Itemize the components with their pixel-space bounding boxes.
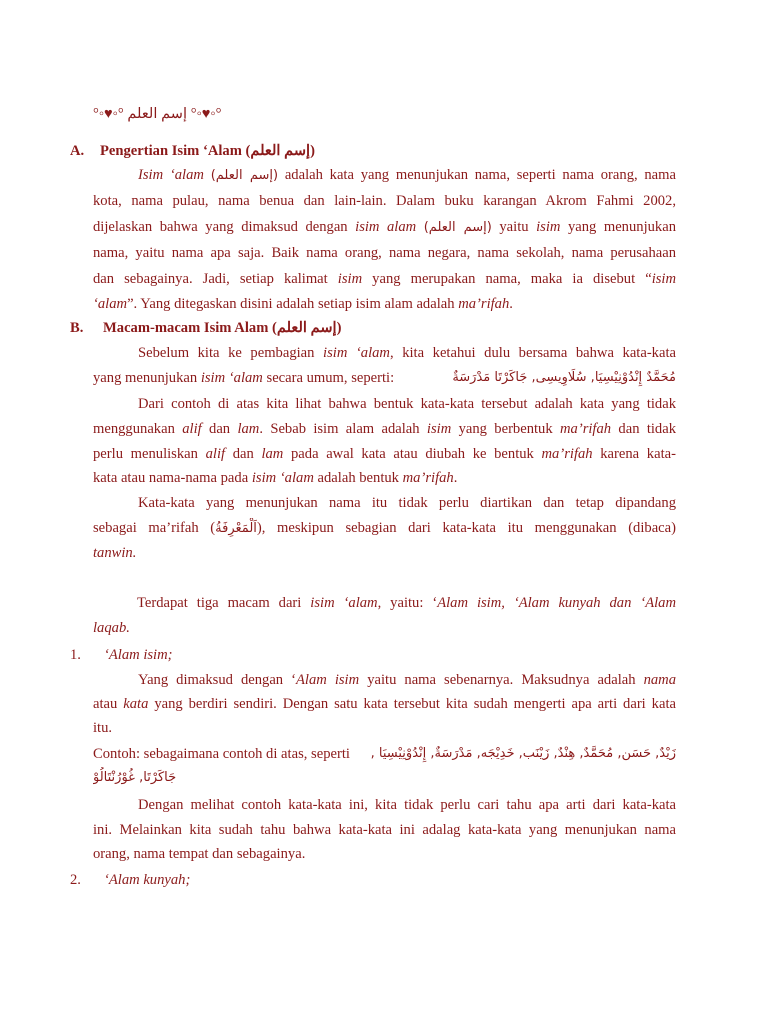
- term: Alam isim: [295, 672, 360, 688]
- term: alif: [205, 446, 226, 462]
- text: yaitu: [499, 219, 529, 235]
- text: yang menunjukan: [567, 219, 676, 235]
- section-b-p2-line-3: [93, 444, 676, 464]
- term: alif: [182, 421, 202, 437]
- term: isim: [536, 219, 561, 235]
- text: ”. Yang ditegaskan disini adalah setiap isim alam adalah: [127, 296, 455, 312]
- text: .: [509, 296, 513, 312]
- text: yang berdiri sendiri. Dengan satu kata tersebut kita sudah mengerti apa arti dari kata: [154, 696, 676, 712]
- text: . Sebab isim alam adalah: [259, 421, 420, 437]
- section-b-p2-line-2: [93, 419, 676, 439]
- term: lam: [261, 446, 284, 462]
- section-a-line-1: [138, 165, 676, 185]
- term: isim alam: [355, 219, 417, 235]
- item-1-heading: ‘Alam isim;: [104, 647, 173, 663]
- section-b-p2-line-1: Dari contoh di atas kita lihat bahwa bentuk kata-kata tersebut adalah kata yang tidak: [138, 396, 676, 412]
- term: lam: [237, 421, 260, 437]
- term: isim ‘alam: [310, 595, 378, 611]
- text: Contoh: sebagaimana contoh di atas, seperti: [93, 746, 350, 762]
- text: Sebelum kita ke pembagian: [138, 345, 315, 361]
- section-a-heading: Pengertian Isim ‘Alam (إسم العلم): [100, 143, 315, 159]
- term: Isim ‘alam: [138, 167, 204, 183]
- item-1-line-6: Dengan melihat contoh kata-kata ini, kita tidak perlu cari tahu apa arti dari kata-kata: [138, 797, 676, 813]
- term: isim ‘alam: [323, 345, 390, 361]
- item-2-number: 2.: [70, 872, 81, 888]
- item-1-line-1: [138, 670, 676, 690]
- text: dan sebagainya. Jadi, setiap kalimat: [93, 271, 328, 287]
- text: Terdapat tiga macam dari: [137, 595, 302, 611]
- section-b-p4-line-1: [137, 593, 676, 613]
- term: kata: [123, 696, 149, 712]
- section-a-line-6: [93, 294, 676, 314]
- term: isim: [337, 271, 363, 287]
- section-a-line-2: kota, nama pulau, nama benua dan lain-lain. Dalam buku karangan Akrom Fahmi 2002,: [93, 193, 676, 209]
- text: adalah kata yang menunjukan nama, seperti nama orang, nama: [284, 167, 676, 183]
- text: perlu menuliskan: [93, 446, 198, 462]
- section-a-line-5: [93, 269, 676, 289]
- text: dan tidak: [618, 421, 676, 437]
- section-b-p1-line-2: [93, 368, 676, 388]
- text: adalah bentuk: [317, 470, 399, 486]
- section-b-heading: Macam-macam Isim Alam (إسم العلم): [103, 320, 342, 336]
- term: ma’rifah: [541, 446, 593, 462]
- item-1-line-8: orang, nama tempat dan sebagainya.: [93, 846, 306, 862]
- term: ma’rifah: [402, 470, 454, 486]
- arabic-term: اَلْمَعْرِفَةُ: [215, 521, 257, 536]
- arabic-examples: مُحَمَّدٌ إِنْدُوْنِيْسِيَا, سُلَاوِيسِى, جَاكَرْتَا مَدْرَسَةٌ: [452, 370, 676, 385]
- text: pada awal kata atau diubah ke bentuk: [291, 446, 534, 462]
- text: secara umum, seperti:: [266, 370, 395, 386]
- section-b-p4-line-2: laqab.: [93, 620, 130, 636]
- item-1-line-7: ini. Melainkan kita sudah tahu bahwa kata-kata ini adalag kata-kata yang menunjukan nama: [93, 822, 676, 838]
- text: yang merupakan nama, maka ia disebut “: [372, 271, 652, 287]
- section-b-p2-line-4: [93, 468, 676, 488]
- item-1-line-5: [93, 767, 676, 788]
- arabic-term: (إسم العلم): [423, 220, 492, 235]
- term: nama: [643, 672, 676, 688]
- item-1-number: 1.: [70, 647, 81, 663]
- text: , yaitu: ‘: [377, 595, 438, 611]
- item-1-line-3: itu.: [93, 720, 113, 736]
- text: yaitu nama sebenarnya. Maksudnya adalah: [367, 672, 636, 688]
- section-a-line-3: [93, 217, 676, 237]
- term: ma’rifah: [560, 421, 612, 437]
- section-b-p1-line-1: [138, 343, 676, 363]
- text: dan: [232, 446, 254, 462]
- item-2-heading: ‘Alam kunyah;: [104, 872, 191, 888]
- text: yang berbentuk: [458, 421, 553, 437]
- text: atau: [93, 696, 118, 712]
- term: isim ‘alam: [200, 370, 263, 386]
- section-b-p3-line-1: Kata-kata yang menunjukan nama itu tidak perlu diartikan dan tetap dipandang: [138, 495, 676, 511]
- text: Yang dimaksud dengan ‘: [138, 672, 296, 688]
- section-b-letter: B.: [70, 320, 84, 336]
- text: .: [453, 470, 458, 486]
- text: menggunakan: [93, 421, 175, 437]
- text: kata atau nama-nama pada: [93, 470, 249, 486]
- term: ‘alam: [93, 296, 128, 312]
- text: yang menunjukan: [93, 370, 198, 386]
- section-b-p3-line-3: tanwin.: [93, 545, 137, 561]
- item-1-line-2: [93, 694, 676, 714]
- term: ma’rifah: [458, 296, 510, 312]
- term: isim: [651, 271, 676, 287]
- term: isim ‘alam: [251, 470, 314, 486]
- text: dijelaskan bahwa yang dimaksud dengan: [93, 219, 348, 235]
- text: ), meskipun sebagian dari kata-kata itu menggunakan (dibaca): [256, 520, 676, 536]
- arabic-examples: زَيْدٌ, حَسَن, مُحَمَّدٌ, هِنْدٌ, زَيْنَب, خَدِيْجَه, مَدْرَسَةٌ, إِنْدُوْنِيْسِيَا ,: [370, 746, 676, 761]
- document-title: °◦♥◦° إسم العلم °◦♥◦°: [93, 106, 222, 122]
- term: isim: [426, 421, 452, 437]
- text: , kita ketahui dulu bersama bahwa kata-kata: [389, 345, 676, 361]
- section-a-letter: A.: [70, 143, 85, 159]
- arabic-examples: جَاكَرْتَا, غُوْرُنْتَالُوْ: [93, 770, 177, 785]
- arabic-term: (إسم العلم): [210, 168, 279, 183]
- section-b-p3-line-2: [93, 518, 676, 538]
- text: karena kata-: [600, 446, 676, 462]
- item-1-line-4: [93, 744, 676, 764]
- section-a-line-4: nama, yaitu nama apa saja. Baik nama orang, nama negara, nama sekolah, nama perusahaan: [93, 245, 676, 261]
- term: Alam isim, ‘Alam kunyah dan ‘Alam: [437, 595, 676, 611]
- text: sebagai ma’rifah (: [93, 520, 216, 536]
- text: dan: [209, 421, 231, 437]
